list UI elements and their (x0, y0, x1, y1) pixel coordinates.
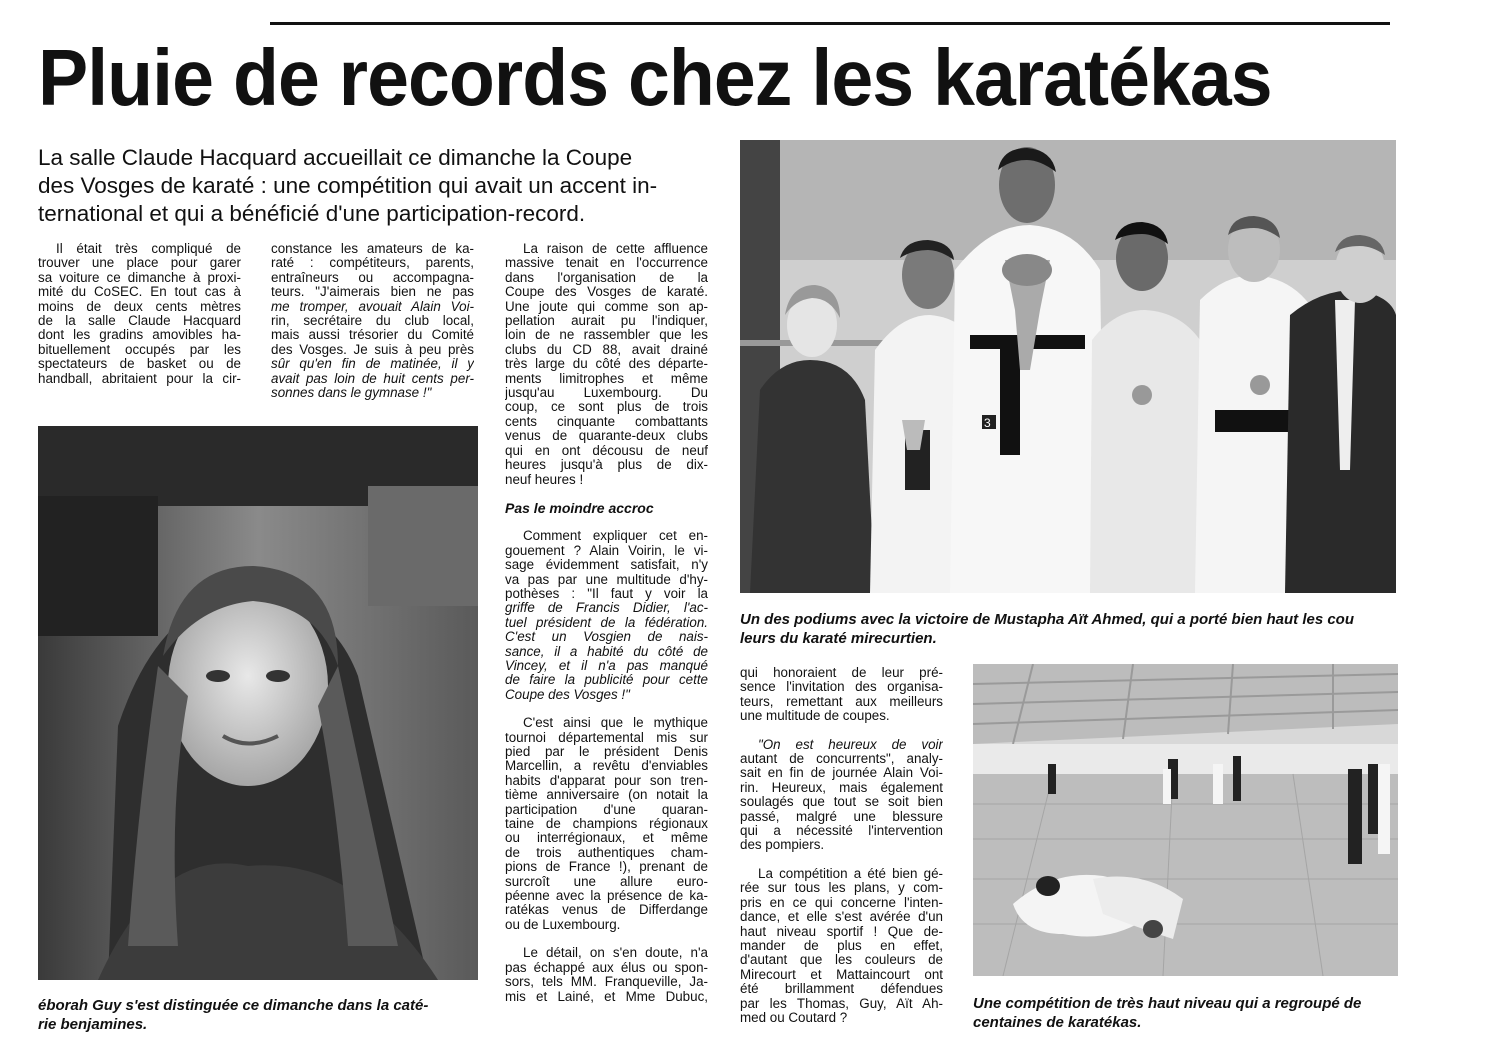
text-line: qui en ont décousu de neuf (505, 443, 708, 458)
text-line: ments limitrophes et même (505, 371, 708, 386)
text-line: ratékas venus de Differdange (505, 903, 708, 918)
text-line: pris en ce qui concerne l'inten- (740, 895, 943, 910)
text-line: Une joute qui comme son ap- (505, 299, 708, 314)
podium-photo (740, 140, 1396, 593)
text-line: La raison de cette affluence (523, 242, 708, 256)
text-line: Il était très compliqué de (56, 242, 241, 256)
text-line: tuel président de la fédération. (505, 615, 708, 630)
portrait-photo (38, 426, 478, 980)
text-line: entraîneurs ou accompagna- (271, 270, 474, 285)
text-line: coup, ce sont plus de trois (505, 400, 708, 415)
text-line: une multitude de coupes. (740, 709, 890, 724)
text-line: Vincey, et il n'a pas manqué (505, 658, 708, 673)
text-line: sait en fin de journée Alain Voi- (740, 766, 943, 781)
text-line: été brillamment défendues (740, 982, 943, 997)
caption-line: éborah Guy s'est distinguée ce dimanche dans la caté- (38, 997, 429, 1014)
text-line: sance, il a habité du côté de (505, 644, 708, 659)
text-line: de trois authentiques cham- (505, 845, 708, 860)
text-line: sonnes dans le gymnase !" (271, 386, 432, 401)
portrait-photo-image (38, 426, 478, 980)
text-line: soulagés que tout se soit bien (740, 795, 943, 810)
text-line: tième anniversaire (on notait la (505, 788, 708, 803)
text-line: péenne avec la présence de ka- (505, 889, 708, 904)
lead-line: La salle Claude Hacquard accueillait ce dimanche la Coupe (38, 145, 633, 170)
text-line: participation d'une quaran- (505, 802, 708, 817)
text-line: mité du CoSEC. En tout cas à (38, 285, 241, 300)
text-line: pions de France !), prenant de (505, 860, 708, 875)
text-line: rin, secrétaire du club local, (271, 314, 474, 329)
text-line: mis et Lainé, et Mme Dubuc, (505, 989, 708, 1004)
text-line: med ou Coutard ? (740, 1010, 848, 1025)
hall-photo-image (973, 664, 1398, 976)
subhead: Pas le moindre accroc (505, 500, 654, 516)
lead-paragraph (38, 144, 718, 228)
text-line: des pompiers. (740, 838, 825, 853)
text-line: autant de concurrents", analy- (740, 752, 943, 767)
text-line: de faire la publicité pour cette (505, 673, 708, 688)
top-rule (270, 22, 1390, 25)
hall-photo (973, 664, 1398, 976)
text-line: sûr qu'en fin de matinée, il y (271, 357, 474, 372)
text-line: spectateurs de basket ou de (38, 357, 241, 372)
text-line: Le détail, on s'en doute, n'a (523, 946, 708, 961)
text-line: constance les amateurs de ka- (271, 242, 474, 256)
text-line: dont les gradins amovibles ha- (38, 328, 241, 343)
lead-line: ternational et qui a bénéficié d'une participation-record. (38, 201, 586, 226)
text-line: tournoi départemental mis sur (505, 730, 708, 745)
text-line: mais aussi trésorier du Comité (271, 328, 474, 343)
photo-label: 3 (984, 416, 991, 430)
text-line: teurs. "J'aimerais bien ne pas (271, 285, 474, 300)
column-1 (38, 242, 241, 386)
text-line: taine de champions régionaux (505, 817, 708, 832)
text-line: teurs, remettant aux meilleurs (740, 694, 943, 709)
text-line: pellation aurait pu l'indiquer, (505, 314, 708, 329)
caption-line: centaines de karatékas. (973, 1014, 1142, 1031)
text-line: de la salle Claude Hacquard (38, 314, 241, 329)
text-line: rin. Heureux, mais également (740, 780, 943, 795)
column-4 (740, 666, 943, 1025)
text-line: passé, malgré une blessure (740, 809, 943, 824)
text-line: trouver une place pour garer (38, 256, 241, 271)
text-line: Comment expliquer cet en- (523, 529, 708, 544)
text-line: neuf heures ! (505, 472, 584, 487)
text-line: va pas par une multitude d'hy- (505, 572, 708, 587)
text-line: "On est heureux de voir (758, 737, 943, 752)
text-line: jusqu'au Luxembourg. Du (505, 386, 708, 401)
text-line: bituellement occupés par les (38, 342, 241, 357)
caption-hall (973, 994, 1401, 1032)
text-line: heures jusqu'à plus de dix- (505, 458, 708, 473)
text-line: d'autant que les couleurs de (740, 953, 943, 968)
text-line: Mirecourt et Mattaincourt ont (740, 967, 943, 982)
text-line: dance, et elle s'est avérée d'un (740, 910, 943, 925)
text-line: loin de ne rassembler que les (505, 328, 708, 343)
text-line: La compétition a été bien gé- (758, 866, 943, 881)
text-line: habits d'apparat pour son tren- (505, 773, 708, 788)
text-line: surcroît une allure euro- (505, 874, 708, 889)
text-line: dans l'organisation de la (505, 270, 708, 285)
text-line: sage évidemment satisfait, n'y (505, 558, 708, 573)
text-line: haut niveau sportif ! Que de- (740, 924, 943, 939)
text-line: massive tenait en l'occurrence (505, 256, 708, 271)
caption-line: rie benjamines. (38, 1016, 148, 1033)
caption-podium (740, 610, 1398, 648)
text-line: venus de quarante-deux clubs (505, 429, 708, 444)
caption-portrait (38, 996, 478, 1034)
caption-line: leurs du karaté mirecurtien. (740, 630, 937, 647)
caption-line: Un des podiums avec la victoire de Mustapha Aït Ahmed, qui a porté bien haut les cou (740, 611, 1355, 628)
text-line: qui a nécessité l'intervention (740, 824, 943, 839)
text-line: gouement ? Alain Voirin, le vi- (505, 543, 708, 558)
column-2 (271, 242, 474, 400)
text-line: qui honoraient de leur pré- (740, 666, 943, 680)
text-line: me tromper, avouait Alain Voi- (271, 299, 474, 314)
text-line: C'est un Vosgien de nais- (505, 630, 708, 645)
headline: Pluie de records chez les karatékas (38, 33, 1272, 122)
text-line: Coupe des Vosges !" (505, 687, 630, 702)
text-line: sence l'invitation des organisa- (740, 680, 943, 695)
text-line: sa voiture ce dimanche à proxi- (38, 270, 241, 285)
lead-line: des Vosges de karaté : une compétition qui avait un accent in- (38, 173, 658, 198)
column-3 (505, 242, 708, 1004)
text-line: handball, abritaient pour la cir- (38, 371, 241, 386)
text-line: raté : compétiteurs, parents, (271, 256, 474, 271)
text-line: par les Thomas, Guy, Aït Ah- (740, 996, 943, 1011)
podium-photo-image (740, 140, 1396, 593)
text-line: griffe de Francis Didier, l'ac- (505, 601, 708, 616)
text-line: Marcellin, a revêtu d'enviables (505, 759, 708, 774)
text-line: rée sur tous les plans, y com- (740, 881, 943, 896)
text-line: sors, tels MM. Franqueville, Ja- (505, 975, 708, 990)
text-line: ou de Luxembourg. (505, 917, 621, 932)
text-line: moins de deux cents mètres (38, 299, 241, 314)
text-line: cents cinquante combattants (505, 414, 708, 429)
text-line: avait pas loin de huit cents per- (271, 371, 474, 386)
text-line: ou interrégionaux, et même (505, 831, 708, 846)
text-line: Coupe des Vosges de karaté. (505, 285, 708, 300)
text-line: des Vosges. Je suis à peu près (271, 342, 474, 357)
text-line: pied par le président Denis (505, 745, 708, 759)
text-line: clubs du CD 88, avait drainé (505, 342, 708, 357)
text-line: mander de plus en effet, (740, 938, 943, 953)
caption-line: Une compétition de très haut niveau qui a regroupé de (973, 995, 1362, 1012)
text-line: pothèses : "Il faut y voir la (505, 586, 708, 601)
text-line: C'est ainsi que le mythique (523, 716, 708, 731)
text-line: pas échappé aux élus ou spon- (505, 960, 708, 975)
text-line: très large du côté des départe- (505, 357, 708, 372)
